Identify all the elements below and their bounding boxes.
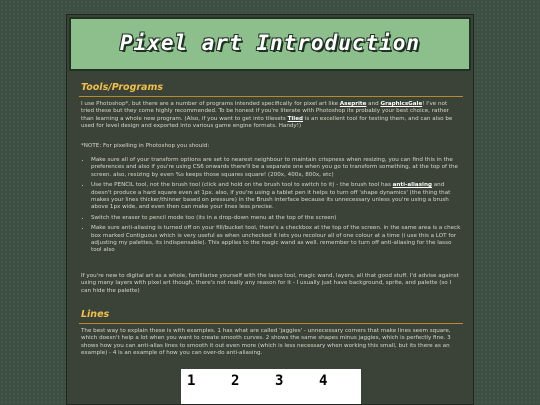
tip-fill: • Make sure anti-aliasing is turned off on your fill/bucket tool, there's a checkbox at the top of the screen. in the same area is a check box marked Contiguous which is very useful as when unchecked it lets you recolour all of one colour at a time (i use this a LOT for adjusting my palettes, its indispensable). This applies to the magic wand as well. remember to turn off anti-aliasing for the lasso tool also [91, 225, 463, 255]
tiled-link[interactable]: Tiled [287, 115, 304, 122]
tip-pencil-text-2: and doesn't produce a hard square even at 1px. also, if you're using a tablet pen it helps to turn off 'shape dynamics' (the thing that makes your lines thicker/thinner based on pressure) in the Brush interface because its unnecessary unless you're using a brush above 1px wide, and even then can make your lines less precise. [91, 182, 451, 211]
intro-text-1: I use Photoshop*, but there are a number of programs intended specifically for pixel art like [81, 101, 340, 107]
title-banner [69, 17, 471, 71]
tools-outro-paragraph: If you're new to digital art as a whole, familiarise yourself with the lasso tool, magic wand, layers, all that good stuff. I'd advise against using many layers with pixel art though, there's not really any reason for it - I usually just have background, sprite, and palette (so I can hide the palette) [81, 273, 459, 294]
pixel-curves-illustration [181, 369, 361, 405]
example-label-1: 1 [187, 373, 196, 389]
lines-heading: Lines [81, 309, 110, 320]
tip-eraser: • Switch the eraser to pencil mode too (its in a drop-down menu at the top of the screen) [91, 215, 463, 222]
photoshop-note: *NOTE: For pixelling in Photoshop you should: [81, 143, 210, 149]
tip-transform: • Make sure all of your transform options are set to nearest neighbour to maintain crispness when resizing, you can find this in the preferences and also if you're using CS6 onwards there'll be a separate one when you go to transform something, at the top of the screen. also, resizing by even %s keeps those squares square! (200x, 400x, 800x, etc) [91, 157, 463, 179]
example-label-4: 4 [319, 373, 328, 389]
lines-paragraph: The best way to explain these is with examples. 1 has what are called 'jaggies' - unnecessary corners that make lines seem square, which doesn't help a lot when you want to create smooth curves. 2 shows the same shapes minus jaggies, which is perfectly fine. 3 shows how you can anti-alias lines to smooth it out even more (which is less necessary when working this small, but its there as an example) - 4 is an example of how you can over-do anti-aliasing. [81, 328, 451, 357]
tools-intro-paragraph [81, 101, 461, 131]
aseprite-link[interactable]: Aseprite [339, 101, 367, 107]
graphicsgale-link[interactable]: GraphicsGale [380, 101, 423, 107]
tools-divider [79, 96, 463, 97]
photoshop-tips-list [81, 157, 463, 258]
page-title: Pixel art Introduction [119, 31, 421, 55]
article-page [66, 14, 474, 405]
intro-text-4: is an excellent tool for testing them, and can also be used for level design and exported into various game engine formats. Handy!) [81, 115, 453, 130]
lines-divider [79, 323, 463, 324]
lines-example-image [181, 369, 361, 405]
example-label-3: 3 [275, 373, 284, 389]
anti-aliasing-link[interactable]: anti-aliasing [392, 182, 432, 189]
intro-text-2: and [366, 101, 381, 107]
tip-pencil [91, 182, 463, 212]
tip-pencil-text-1: Use the PENCIL tool, not the brush tool (click and hold on the brush tool to switch to it) - the brush tool has [91, 182, 393, 189]
intro-text-3: ! I've not tried these but they come highly recommended. To be honest if you're literate with Photoshop its probably your best choice, rather than learning a whole new program. (Also, if you want to get into tilesets [81, 101, 449, 122]
tools-heading: Tools/Programs [81, 82, 164, 93]
example-label-2: 2 [231, 373, 240, 389]
